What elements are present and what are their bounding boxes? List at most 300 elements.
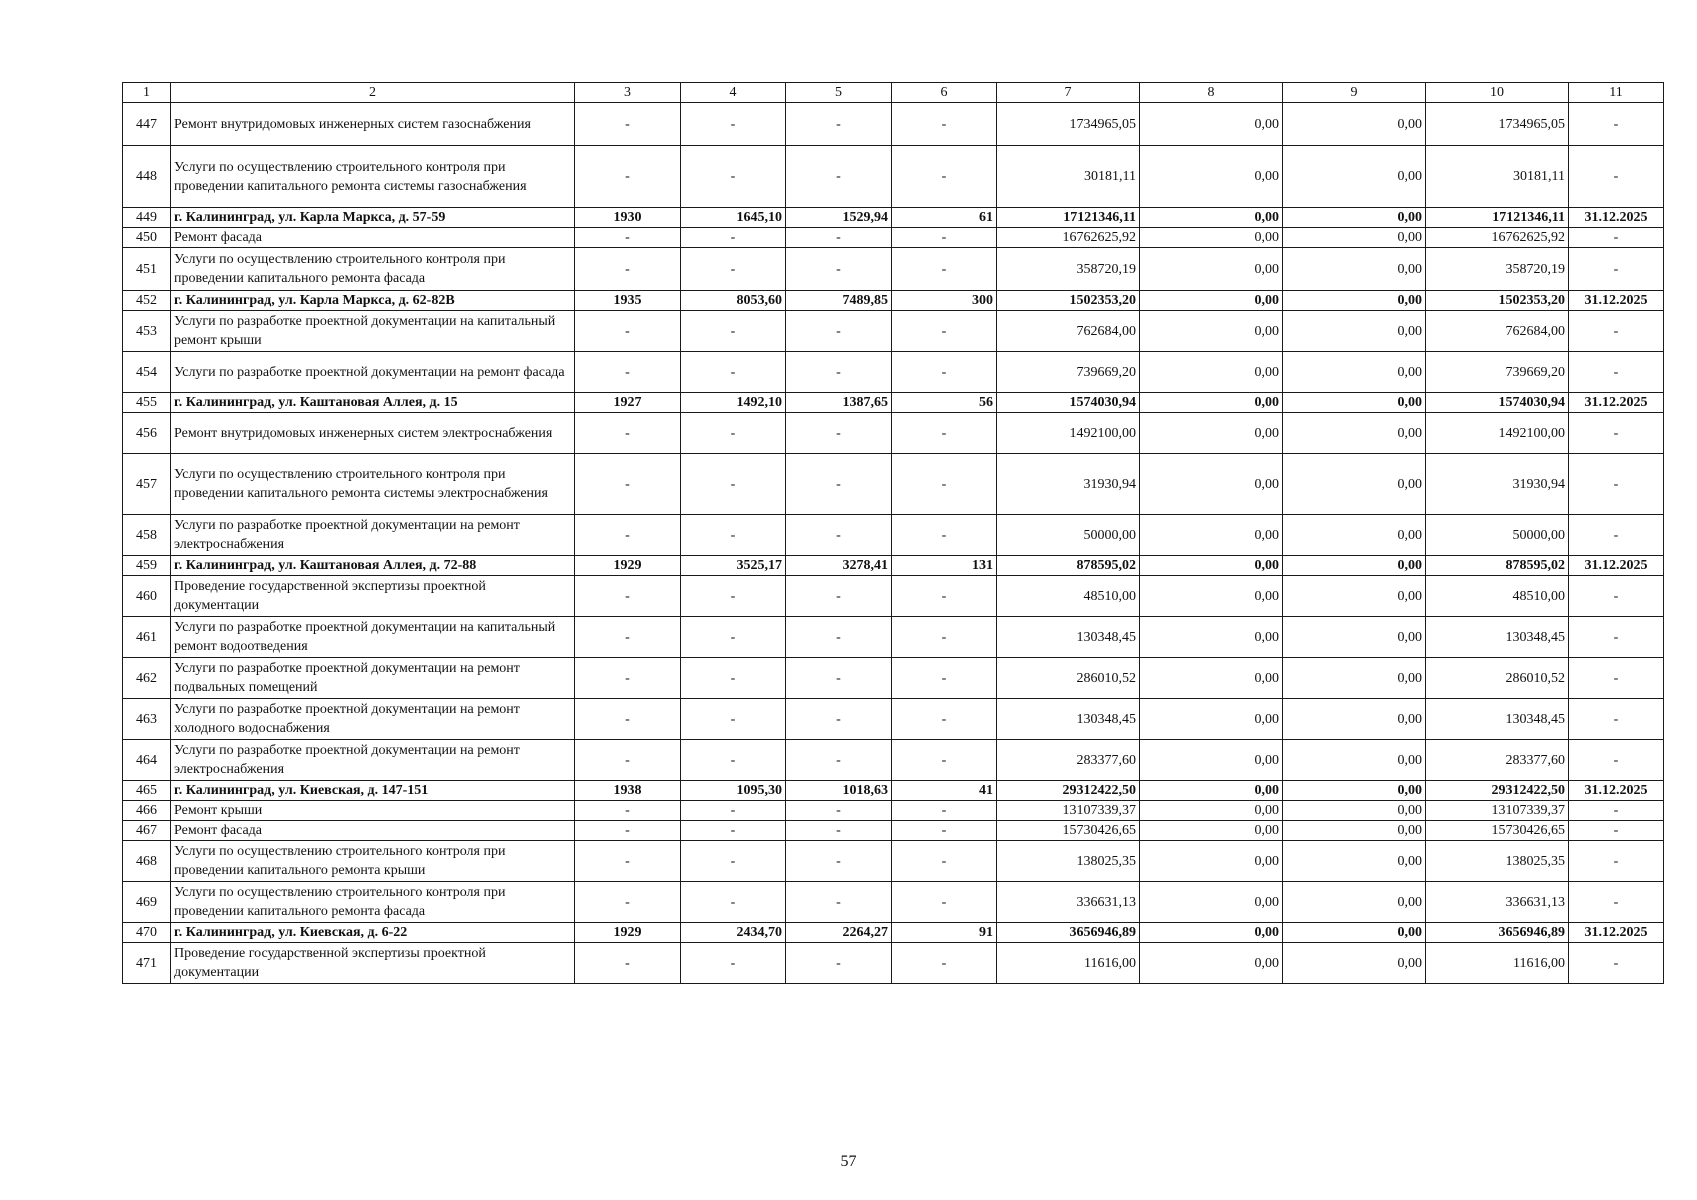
commissioning-year-cell: 1935 (575, 291, 681, 311)
row-number-cell: 454 (123, 352, 171, 393)
page-number: 57 (840, 1153, 857, 1170)
work-item-row (123, 821, 1664, 841)
row-number-cell: 463 (123, 699, 171, 740)
commissioning-year-cell: 1929 (575, 556, 681, 576)
commissioning-year-cell: - (575, 228, 681, 248)
work-item-row (123, 617, 1664, 658)
total-area-cell: - (681, 454, 786, 515)
completion-date-cell: - (1569, 311, 1664, 352)
cost-column-8-cell: 0,00 (1140, 146, 1283, 208)
work-description-cell: Проведение государственной экспертизы проектной документации (171, 576, 575, 617)
commissioning-year-cell: - (575, 699, 681, 740)
residential-area-cell: 7489,85 (786, 291, 892, 311)
cost-column-10-cell: 13107339,37 (1426, 801, 1569, 821)
cost-column-10-cell: 1502353,20 (1426, 291, 1569, 311)
cost-column-8-cell: 0,00 (1140, 454, 1283, 515)
cost-column-9-cell: 0,00 (1283, 923, 1426, 943)
total-area-cell: - (681, 740, 786, 781)
repair-schedule-table (122, 82, 1664, 984)
completion-date-cell: - (1569, 943, 1664, 984)
cost-column-10-cell: 11616,00 (1426, 943, 1569, 984)
commissioning-year-cell: - (575, 658, 681, 699)
total-cost-cell: 15730426,65 (997, 821, 1140, 841)
completion-date-cell: - (1569, 103, 1664, 146)
cost-column-8-cell: 0,00 (1140, 393, 1283, 413)
residents-count-cell: 56 (892, 393, 997, 413)
table-body (123, 83, 1664, 984)
address-row (123, 923, 1664, 943)
work-item-row (123, 352, 1664, 393)
residential-area-cell: 1387,65 (786, 393, 892, 413)
work-description-cell: г. Калининград, ул. Киевская, д. 147-151 (171, 781, 575, 801)
commissioning-year-cell: 1938 (575, 781, 681, 801)
work-item-row (123, 740, 1664, 781)
work-item-row (123, 658, 1664, 699)
row-number-cell: 462 (123, 658, 171, 699)
completion-date-cell: - (1569, 248, 1664, 291)
residential-area-cell: - (786, 311, 892, 352)
work-item-row (123, 413, 1664, 454)
row-number-cell: 466 (123, 801, 171, 821)
cost-column-8-cell: 0,00 (1140, 556, 1283, 576)
cost-column-8-cell: 0,00 (1140, 801, 1283, 821)
row-number-cell: 449 (123, 208, 171, 228)
residential-area-cell: 3278,41 (786, 556, 892, 576)
total-cost-cell: 878595,02 (997, 556, 1140, 576)
completion-date-cell: - (1569, 617, 1664, 658)
total-area-cell: - (681, 821, 786, 841)
residential-area-cell: - (786, 801, 892, 821)
total-area-cell: - (681, 699, 786, 740)
row-number-cell: 458 (123, 515, 171, 556)
completion-date-cell: 31.12.2025 (1569, 781, 1664, 801)
cost-column-10-cell: 1574030,94 (1426, 393, 1569, 413)
cost-column-8-cell: 0,00 (1140, 699, 1283, 740)
total-area-cell: 1095,30 (681, 781, 786, 801)
residents-count-cell: - (892, 248, 997, 291)
work-description-cell: Ремонт внутридомовых инженерных систем газоснабжения (171, 103, 575, 146)
completion-date-cell: 31.12.2025 (1569, 393, 1664, 413)
residents-count-cell: - (892, 943, 997, 984)
total-area-cell: - (681, 352, 786, 393)
completion-date-cell: - (1569, 740, 1664, 781)
cost-column-8-cell: 0,00 (1140, 841, 1283, 882)
residents-count-cell: 131 (892, 556, 997, 576)
cost-column-10-cell: 358720,19 (1426, 248, 1569, 291)
cost-column-9-cell: 0,00 (1283, 699, 1426, 740)
residential-area-cell: - (786, 740, 892, 781)
work-description-cell: Ремонт фасада (171, 821, 575, 841)
total-cost-cell: 1492100,00 (997, 413, 1140, 454)
column-header-6: 6 (892, 83, 997, 103)
residents-count-cell: - (892, 311, 997, 352)
total-area-cell: - (681, 248, 786, 291)
cost-column-10-cell: 1492100,00 (1426, 413, 1569, 454)
completion-date-cell: - (1569, 699, 1664, 740)
completion-date-cell: - (1569, 352, 1664, 393)
row-number-cell: 469 (123, 882, 171, 923)
work-description-cell: Услуги по осуществлению строительного контроля при проведении капитального ремонта фасада (171, 882, 575, 923)
work-description-cell: г. Калининград, ул. Киевская, д. 6-22 (171, 923, 575, 943)
completion-date-cell: - (1569, 576, 1664, 617)
total-cost-cell: 29312422,50 (997, 781, 1140, 801)
completion-date-cell: - (1569, 146, 1664, 208)
address-row (123, 208, 1664, 228)
commissioning-year-cell: - (575, 617, 681, 658)
completion-date-cell: - (1569, 515, 1664, 556)
residential-area-cell: - (786, 515, 892, 556)
row-number-cell: 464 (123, 740, 171, 781)
residential-area-cell: - (786, 454, 892, 515)
residential-area-cell: - (786, 882, 892, 923)
total-cost-cell: 3656946,89 (997, 923, 1140, 943)
commissioning-year-cell: 1929 (575, 923, 681, 943)
column-header-9: 9 (1283, 83, 1426, 103)
work-description-cell: Услуги по разработке проектной документации на капитальный ремонт водоотведения (171, 617, 575, 658)
completion-date-cell: - (1569, 658, 1664, 699)
work-description-cell: Ремонт фасада (171, 228, 575, 248)
cost-column-8-cell: 0,00 (1140, 208, 1283, 228)
column-header-7: 7 (997, 83, 1140, 103)
residents-count-cell: 300 (892, 291, 997, 311)
residents-count-cell: 91 (892, 923, 997, 943)
row-number-cell: 459 (123, 556, 171, 576)
cost-column-9-cell: 0,00 (1283, 228, 1426, 248)
cost-column-9-cell: 0,00 (1283, 103, 1426, 146)
work-item-row (123, 311, 1664, 352)
cost-column-8-cell: 0,00 (1140, 882, 1283, 923)
residents-count-cell: - (892, 658, 997, 699)
cost-column-10-cell: 283377,60 (1426, 740, 1569, 781)
completion-date-cell: 31.12.2025 (1569, 556, 1664, 576)
total-cost-cell: 130348,45 (997, 617, 1140, 658)
commissioning-year-cell: - (575, 352, 681, 393)
cost-column-10-cell: 878595,02 (1426, 556, 1569, 576)
column-header-8: 8 (1140, 83, 1283, 103)
residential-area-cell: - (786, 658, 892, 699)
total-area-cell: 1645,10 (681, 208, 786, 228)
residential-area-cell: - (786, 943, 892, 984)
cost-column-8-cell: 0,00 (1140, 291, 1283, 311)
residential-area-cell: - (786, 841, 892, 882)
cost-column-9-cell: 0,00 (1283, 248, 1426, 291)
total-area-cell: - (681, 515, 786, 556)
residents-count-cell: - (892, 103, 997, 146)
cost-column-10-cell: 1734965,05 (1426, 103, 1569, 146)
completion-date-cell: - (1569, 882, 1664, 923)
residential-area-cell: - (786, 228, 892, 248)
work-item-row (123, 576, 1664, 617)
cost-column-9-cell: 0,00 (1283, 821, 1426, 841)
commissioning-year-cell: - (575, 413, 681, 454)
cost-column-8-cell: 0,00 (1140, 923, 1283, 943)
cost-column-9-cell: 0,00 (1283, 576, 1426, 617)
row-number-cell: 451 (123, 248, 171, 291)
total-area-cell: - (681, 882, 786, 923)
total-cost-cell: 13107339,37 (997, 801, 1140, 821)
completion-date-cell: 31.12.2025 (1569, 208, 1664, 228)
residents-count-cell: - (892, 352, 997, 393)
residential-area-cell: - (786, 352, 892, 393)
cost-column-8-cell: 0,00 (1140, 658, 1283, 699)
column-number-header-row (123, 83, 1664, 103)
total-area-cell: - (681, 943, 786, 984)
work-item-row (123, 454, 1664, 515)
row-number-cell: 467 (123, 821, 171, 841)
work-description-cell: Услуги по разработке проектной документации на капитальный ремонт крыши (171, 311, 575, 352)
completion-date-cell: - (1569, 413, 1664, 454)
cost-column-9-cell: 0,00 (1283, 413, 1426, 454)
work-description-cell: Проведение государственной экспертизы проектной документации (171, 943, 575, 984)
residents-count-cell: - (892, 617, 997, 658)
completion-date-cell: - (1569, 801, 1664, 821)
row-number-cell: 461 (123, 617, 171, 658)
column-header-4: 4 (681, 83, 786, 103)
total-area-cell: - (681, 576, 786, 617)
residents-count-cell: - (892, 801, 997, 821)
residents-count-cell: - (892, 576, 997, 617)
cost-column-10-cell: 48510,00 (1426, 576, 1569, 617)
residents-count-cell: - (892, 699, 997, 740)
total-area-cell: - (681, 617, 786, 658)
residents-count-cell: 41 (892, 781, 997, 801)
total-cost-cell: 358720,19 (997, 248, 1140, 291)
work-item-row (123, 146, 1664, 208)
residents-count-cell: - (892, 821, 997, 841)
column-header-10: 10 (1426, 83, 1569, 103)
work-item-row (123, 103, 1664, 146)
commissioning-year-cell: - (575, 801, 681, 821)
cost-column-8-cell: 0,00 (1140, 576, 1283, 617)
total-cost-cell: 336631,13 (997, 882, 1140, 923)
work-description-cell: г. Калининград, ул. Каштановая Аллея, д. 72-88 (171, 556, 575, 576)
total-area-cell: - (681, 658, 786, 699)
residential-area-cell: - (786, 576, 892, 617)
work-description-cell: г. Калининград, ул. Карла Маркса, д. 57-59 (171, 208, 575, 228)
total-area-cell: 2434,70 (681, 923, 786, 943)
work-description-cell: Услуги по осуществлению строительного контроля при проведении капитального ремонта системы электроснабжения (171, 454, 575, 515)
commissioning-year-cell: - (575, 454, 681, 515)
work-item-row (123, 515, 1664, 556)
total-cost-cell: 11616,00 (997, 943, 1140, 984)
cost-column-8-cell: 0,00 (1140, 617, 1283, 658)
cost-column-9-cell: 0,00 (1283, 617, 1426, 658)
cost-column-9-cell: 0,00 (1283, 740, 1426, 781)
cost-column-8-cell: 0,00 (1140, 228, 1283, 248)
total-area-cell: - (681, 413, 786, 454)
cost-column-9-cell: 0,00 (1283, 454, 1426, 515)
residents-count-cell: 61 (892, 208, 997, 228)
cost-column-10-cell: 286010,52 (1426, 658, 1569, 699)
total-cost-cell: 30181,11 (997, 146, 1140, 208)
cost-column-10-cell: 30181,11 (1426, 146, 1569, 208)
cost-column-10-cell: 3656946,89 (1426, 923, 1569, 943)
row-number-cell: 460 (123, 576, 171, 617)
work-description-cell: Услуги по осуществлению строительного контроля при проведении капитального ремонта крыши (171, 841, 575, 882)
cost-column-8-cell: 0,00 (1140, 515, 1283, 556)
address-row (123, 291, 1664, 311)
residential-area-cell: - (786, 699, 892, 740)
work-item-row (123, 801, 1664, 821)
commissioning-year-cell: - (575, 576, 681, 617)
total-cost-cell: 1502353,20 (997, 291, 1140, 311)
work-item-row (123, 841, 1664, 882)
residential-area-cell: - (786, 103, 892, 146)
work-description-cell: г. Калининград, ул. Карла Маркса, д. 62-82В (171, 291, 575, 311)
cost-column-9-cell: 0,00 (1283, 146, 1426, 208)
address-row (123, 556, 1664, 576)
cost-column-9-cell: 0,00 (1283, 291, 1426, 311)
total-cost-cell: 739669,20 (997, 352, 1140, 393)
total-area-cell: - (681, 841, 786, 882)
residents-count-cell: - (892, 228, 997, 248)
cost-column-10-cell: 739669,20 (1426, 352, 1569, 393)
cost-column-8-cell: 0,00 (1140, 103, 1283, 146)
cost-column-8-cell: 0,00 (1140, 248, 1283, 291)
cost-column-10-cell: 336631,13 (1426, 882, 1569, 923)
completion-date-cell: 31.12.2025 (1569, 291, 1664, 311)
cost-column-8-cell: 0,00 (1140, 740, 1283, 781)
cost-column-9-cell: 0,00 (1283, 393, 1426, 413)
total-area-cell: - (681, 801, 786, 821)
work-description-cell: Ремонт крыши (171, 801, 575, 821)
row-number-cell: 470 (123, 923, 171, 943)
completion-date-cell: - (1569, 821, 1664, 841)
work-item-row (123, 882, 1664, 923)
work-item-row (123, 248, 1664, 291)
cost-column-8-cell: 0,00 (1140, 352, 1283, 393)
total-cost-cell: 50000,00 (997, 515, 1140, 556)
cost-column-9-cell: 0,00 (1283, 841, 1426, 882)
residents-count-cell: - (892, 454, 997, 515)
cost-column-10-cell: 17121346,11 (1426, 208, 1569, 228)
address-row (123, 781, 1664, 801)
cost-column-10-cell: 138025,35 (1426, 841, 1569, 882)
column-header-11: 11 (1569, 83, 1664, 103)
commissioning-year-cell: 1927 (575, 393, 681, 413)
total-area-cell: - (681, 146, 786, 208)
cost-column-9-cell: 0,00 (1283, 556, 1426, 576)
commissioning-year-cell: - (575, 841, 681, 882)
row-number-cell: 456 (123, 413, 171, 454)
row-number-cell: 468 (123, 841, 171, 882)
cost-column-9-cell: 0,00 (1283, 943, 1426, 984)
cost-column-10-cell: 50000,00 (1426, 515, 1569, 556)
residential-area-cell: - (786, 146, 892, 208)
residential-area-cell: - (786, 248, 892, 291)
row-number-cell: 452 (123, 291, 171, 311)
row-number-cell: 450 (123, 228, 171, 248)
total-cost-cell: 17121346,11 (997, 208, 1140, 228)
total-area-cell: 3525,17 (681, 556, 786, 576)
commissioning-year-cell: - (575, 103, 681, 146)
residential-area-cell: 2264,27 (786, 923, 892, 943)
total-area-cell: - (681, 228, 786, 248)
work-item-row (123, 699, 1664, 740)
total-cost-cell: 48510,00 (997, 576, 1140, 617)
cost-column-10-cell: 130348,45 (1426, 617, 1569, 658)
cost-column-9-cell: 0,00 (1283, 352, 1426, 393)
cost-column-10-cell: 130348,45 (1426, 699, 1569, 740)
residential-area-cell: - (786, 413, 892, 454)
work-description-cell: Услуги по разработке проектной документации на ремонт холодного водоснабжения (171, 699, 575, 740)
row-number-cell: 465 (123, 781, 171, 801)
residential-area-cell: 1529,94 (786, 208, 892, 228)
cost-column-9-cell: 0,00 (1283, 515, 1426, 556)
column-header-5: 5 (786, 83, 892, 103)
cost-column-10-cell: 15730426,65 (1426, 821, 1569, 841)
commissioning-year-cell: - (575, 515, 681, 556)
row-number-cell: 453 (123, 311, 171, 352)
total-area-cell: 1492,10 (681, 393, 786, 413)
row-number-cell: 457 (123, 454, 171, 515)
total-cost-cell: 138025,35 (997, 841, 1140, 882)
residents-count-cell: - (892, 841, 997, 882)
work-description-cell: Услуги по разработке проектной документации на ремонт электроснабжения (171, 740, 575, 781)
cost-column-8-cell: 0,00 (1140, 821, 1283, 841)
commissioning-year-cell: - (575, 821, 681, 841)
cost-column-9-cell: 0,00 (1283, 658, 1426, 699)
cost-column-9-cell: 0,00 (1283, 781, 1426, 801)
residents-count-cell: - (892, 515, 997, 556)
residents-count-cell: - (892, 146, 997, 208)
total-area-cell: - (681, 103, 786, 146)
row-number-cell: 471 (123, 943, 171, 984)
cost-column-10-cell: 762684,00 (1426, 311, 1569, 352)
work-description-cell: Услуги по разработке проектной документации на ремонт фасада (171, 352, 575, 393)
residents-count-cell: - (892, 740, 997, 781)
commissioning-year-cell: - (575, 146, 681, 208)
residential-area-cell: - (786, 617, 892, 658)
cost-column-9-cell: 0,00 (1283, 882, 1426, 923)
row-number-cell: 448 (123, 146, 171, 208)
commissioning-year-cell: - (575, 311, 681, 352)
work-description-cell: Услуги по осуществлению строительного контроля при проведении капитального ремонта фасада (171, 248, 575, 291)
commissioning-year-cell: - (575, 882, 681, 923)
cost-column-9-cell: 0,00 (1283, 208, 1426, 228)
work-description-cell: Услуги по разработке проектной документации на ремонт подвальных помещений (171, 658, 575, 699)
completion-date-cell: 31.12.2025 (1569, 923, 1664, 943)
cost-column-8-cell: 0,00 (1140, 311, 1283, 352)
commissioning-year-cell: 1930 (575, 208, 681, 228)
cost-column-9-cell: 0,00 (1283, 311, 1426, 352)
total-area-cell: 8053,60 (681, 291, 786, 311)
total-cost-cell: 31930,94 (997, 454, 1140, 515)
cost-column-8-cell: 0,00 (1140, 781, 1283, 801)
commissioning-year-cell: - (575, 248, 681, 291)
row-number-cell: 447 (123, 103, 171, 146)
cost-column-10-cell: 16762625,92 (1426, 228, 1569, 248)
commissioning-year-cell: - (575, 740, 681, 781)
cost-column-8-cell: 0,00 (1140, 413, 1283, 454)
work-item-row (123, 943, 1664, 984)
cost-column-10-cell: 29312422,50 (1426, 781, 1569, 801)
work-item-row (123, 228, 1664, 248)
total-cost-cell: 1574030,94 (997, 393, 1140, 413)
column-header-1: 1 (123, 83, 171, 103)
total-cost-cell: 762684,00 (997, 311, 1140, 352)
total-cost-cell: 286010,52 (997, 658, 1140, 699)
completion-date-cell: - (1569, 841, 1664, 882)
work-description-cell: Ремонт внутридомовых инженерных систем электроснабжения (171, 413, 575, 454)
residential-area-cell: 1018,63 (786, 781, 892, 801)
residential-area-cell: - (786, 821, 892, 841)
completion-date-cell: - (1569, 454, 1664, 515)
total-cost-cell: 130348,45 (997, 699, 1140, 740)
cost-column-8-cell: 0,00 (1140, 943, 1283, 984)
residents-count-cell: - (892, 413, 997, 454)
total-cost-cell: 16762625,92 (997, 228, 1140, 248)
